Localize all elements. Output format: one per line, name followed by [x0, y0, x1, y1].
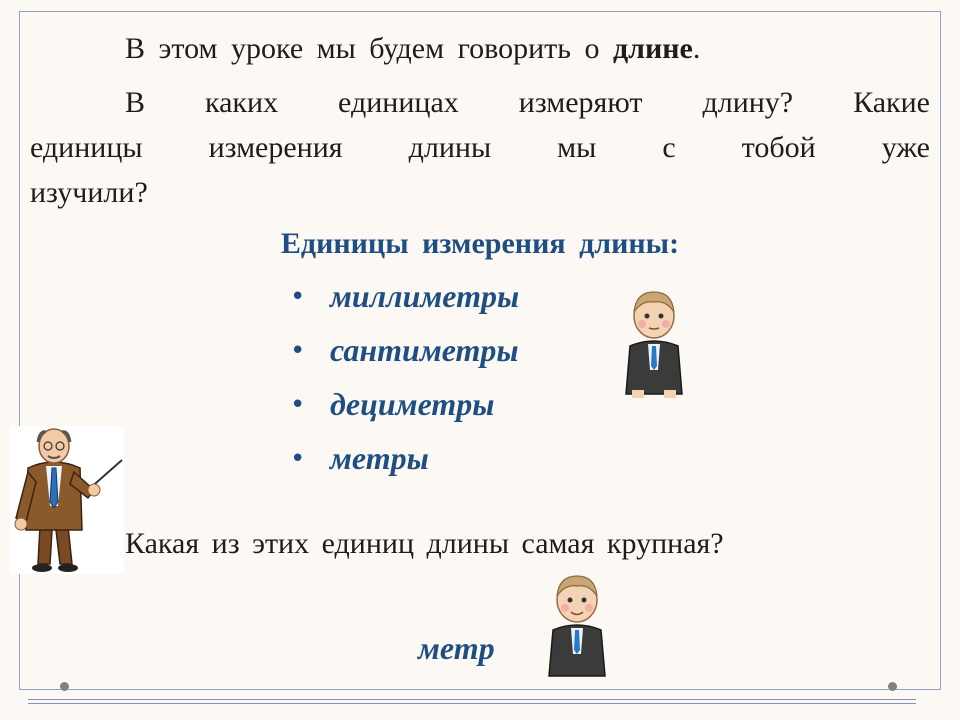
teacher-illustration [10, 426, 124, 574]
question1-line2: единицы измерения длины мы с тобой уже [30, 131, 930, 164]
unit-label: миллиметры [330, 278, 520, 314]
unit-label: сантиметры [330, 332, 519, 368]
units-heading: Единицы измерения длины: [280, 227, 680, 260]
question2: Какая из этих единиц длины самая крупная? [125, 527, 724, 560]
question1-line3: изучили? [30, 176, 148, 209]
corner-dot-right [888, 682, 897, 691]
unit-label: метры [330, 440, 429, 476]
bottom-rule-bottom [28, 703, 916, 704]
pupil-bottom-illustration [545, 572, 609, 680]
intro-sentence [125, 32, 700, 66]
unit-label: дециметры [330, 386, 495, 422]
question1-line1: В каких единицах измеряют длину? Какие [125, 86, 930, 119]
bullet-icon: • [290, 336, 306, 366]
intro-end: . [692, 32, 701, 65]
bottom-rule-top [28, 699, 916, 700]
bullet-icon: • [290, 444, 306, 474]
bullet-icon: • [290, 390, 306, 420]
answer-text: метр [418, 630, 495, 666]
corner-dot-left [60, 682, 69, 691]
bullet-icon: • [290, 282, 306, 312]
intro-text: В этом уроке мы будем говорить о [125, 32, 613, 65]
intro-emphasis: длине [612, 32, 693, 65]
pupil-top-illustration [622, 286, 686, 402]
